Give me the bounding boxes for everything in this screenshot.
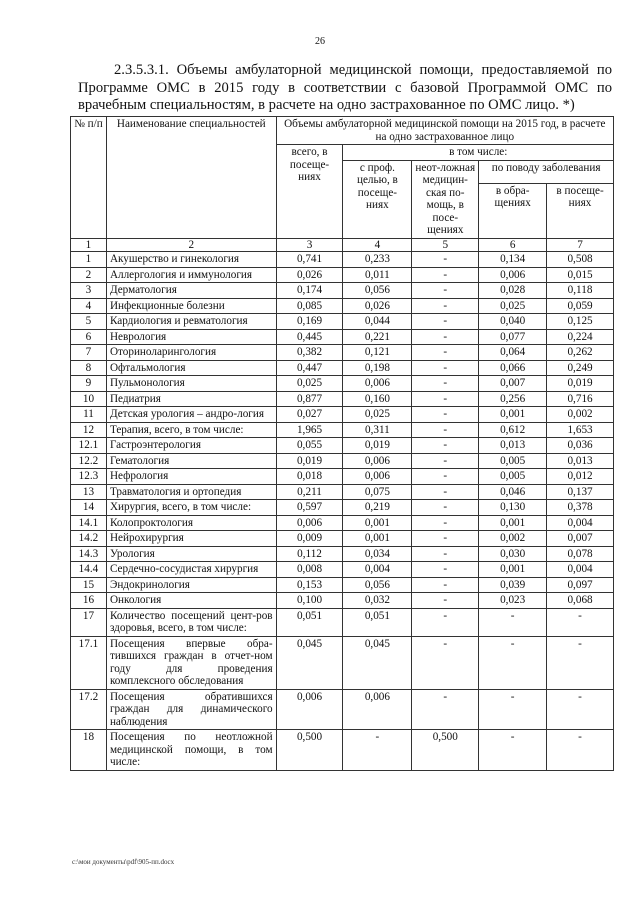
disease-visits: 1,653 [547, 422, 614, 438]
urgent-care-visits: - [412, 345, 479, 361]
header-prof: с проф. целью, в посеще-ниях [343, 160, 412, 238]
prophylactic-visits: 0,221 [343, 329, 412, 345]
disease-appeals: 0,001 [479, 562, 547, 578]
header-disease: по поводу заболевания [479, 160, 614, 183]
disease-appeals: 0,005 [479, 469, 547, 485]
row-number: 17.1 [71, 636, 107, 689]
table-row [71, 314, 614, 330]
disease-visits: 0,508 [547, 252, 614, 268]
disease-appeals: 0,023 [479, 593, 547, 609]
specialty-name: Сердечно-сосудистая хирургия [106, 562, 276, 578]
total-visits: 0,100 [276, 593, 343, 609]
total-visits: 0,445 [276, 329, 343, 345]
prophylactic-visits: 0,219 [343, 500, 412, 516]
row-number: 16 [71, 593, 107, 609]
table-row [71, 689, 614, 730]
table-row [71, 329, 614, 345]
disease-visits: 0,378 [547, 500, 614, 516]
total-visits: 0,026 [276, 267, 343, 283]
total-visits: 0,500 [276, 730, 343, 771]
disease-appeals: 0,046 [479, 484, 547, 500]
disease-visits: 0,019 [547, 376, 614, 392]
specialty-name: Урология [106, 546, 276, 562]
total-visits: 0,741 [276, 252, 343, 268]
disease-visits: 0,013 [547, 453, 614, 469]
total-visits: 0,153 [276, 577, 343, 593]
disease-visits: 0,262 [547, 345, 614, 361]
specialty-name: Гематология [106, 453, 276, 469]
prophylactic-visits: 0,075 [343, 484, 412, 500]
prophylactic-visits: 0,056 [343, 283, 412, 299]
specialty-name: Детская урология – андро-логия [106, 407, 276, 423]
column-number: 2 [106, 238, 276, 252]
disease-appeals: 0,130 [479, 500, 547, 516]
disease-appeals: 0,030 [479, 546, 547, 562]
table-row [71, 298, 614, 314]
row-number: 8 [71, 360, 107, 376]
row-number: 12.2 [71, 453, 107, 469]
disease-appeals: 0,612 [479, 422, 547, 438]
disease-appeals: 0,013 [479, 438, 547, 454]
row-number: 5 [71, 314, 107, 330]
prophylactic-visits: 0,006 [343, 453, 412, 469]
specialty-name: Эндокринология [106, 577, 276, 593]
urgent-care-visits: - [412, 469, 479, 485]
total-visits: 0,019 [276, 453, 343, 469]
prophylactic-visits: 0,056 [343, 577, 412, 593]
column-number: 6 [479, 238, 547, 252]
prophylactic-visits: 0,025 [343, 407, 412, 423]
disease-appeals: 0,064 [479, 345, 547, 361]
row-number: 17.2 [71, 689, 107, 730]
specialty-name: Количество посещений цент-ров здоровья, всего, в том числе: [106, 608, 276, 636]
prophylactic-visits: 0,034 [343, 546, 412, 562]
table-body [71, 252, 614, 771]
table-row [71, 484, 614, 500]
disease-visits: - [547, 689, 614, 730]
column-number: 7 [547, 238, 614, 252]
table-row [71, 453, 614, 469]
header-total: всего, в посеще-ниях [276, 145, 343, 239]
table-row [71, 515, 614, 531]
total-visits: 0,169 [276, 314, 343, 330]
specialty-name: Аллергология и иммунология [106, 267, 276, 283]
row-number: 9 [71, 376, 107, 392]
urgent-care-visits: - [412, 636, 479, 689]
header-including: в том числе: [343, 145, 614, 161]
specialty-name: Нейрохирургия [106, 531, 276, 547]
urgent-care-visits: - [412, 577, 479, 593]
row-number: 14.2 [71, 531, 107, 547]
urgent-care-visits: - [412, 252, 479, 268]
prophylactic-visits: 0,001 [343, 531, 412, 547]
total-visits: 1,965 [276, 422, 343, 438]
urgent-care-visits: - [412, 562, 479, 578]
total-visits: 0,006 [276, 689, 343, 730]
header-visits: в посеще-ниях [547, 183, 614, 238]
disease-visits: 0,036 [547, 438, 614, 454]
disease-appeals: 0,001 [479, 407, 547, 423]
column-number: 5 [412, 238, 479, 252]
urgent-care-visits: - [412, 515, 479, 531]
prophylactic-visits: 0,006 [343, 469, 412, 485]
urgent-care-visits: - [412, 298, 479, 314]
disease-visits: 0,015 [547, 267, 614, 283]
specialty-name: Колопроктология [106, 515, 276, 531]
row-number: 7 [71, 345, 107, 361]
disease-visits: 0,004 [547, 515, 614, 531]
specialty-name: Нефрология [106, 469, 276, 485]
specialty-name: Онкология [106, 593, 276, 609]
disease-visits: - [547, 636, 614, 689]
table-row [71, 407, 614, 423]
specialty-name: Неврология [106, 329, 276, 345]
disease-appeals: - [479, 689, 547, 730]
prophylactic-visits: 0,198 [343, 360, 412, 376]
urgent-care-visits: - [412, 438, 479, 454]
disease-visits: 0,125 [547, 314, 614, 330]
row-number: 17 [71, 608, 107, 636]
row-number: 11 [71, 407, 107, 423]
disease-appeals: - [479, 608, 547, 636]
disease-appeals: 0,028 [479, 283, 547, 299]
urgent-care-visits: - [412, 283, 479, 299]
disease-appeals: 0,134 [479, 252, 547, 268]
urgent-care-visits: - [412, 422, 479, 438]
disease-appeals: 0,005 [479, 453, 547, 469]
specialty-name: Пульмонология [106, 376, 276, 392]
row-number: 14 [71, 500, 107, 516]
urgent-care-visits: - [412, 376, 479, 392]
page-number: 26 [315, 36, 325, 47]
row-number: 3 [71, 283, 107, 299]
row-number: 14.1 [71, 515, 107, 531]
table-row [71, 267, 614, 283]
disease-visits: 0,059 [547, 298, 614, 314]
prophylactic-visits: 0,160 [343, 391, 412, 407]
row-number: 13 [71, 484, 107, 500]
row-number: 12.1 [71, 438, 107, 454]
total-visits: 0,025 [276, 376, 343, 392]
prophylactic-visits: 0,045 [343, 636, 412, 689]
disease-visits: - [547, 608, 614, 636]
table-row [71, 422, 614, 438]
disease-visits: 0,007 [547, 531, 614, 547]
column-number: 3 [276, 238, 343, 252]
row-number: 15 [71, 577, 107, 593]
disease-appeals: 0,077 [479, 329, 547, 345]
specialty-name: Хирургия, всего, в том числе: [106, 500, 276, 516]
disease-visits: 0,068 [547, 593, 614, 609]
specialty-name: Гастроэнтерология [106, 438, 276, 454]
total-visits: 0,006 [276, 515, 343, 531]
table-row [71, 577, 614, 593]
prophylactic-visits: 0,026 [343, 298, 412, 314]
urgent-care-visits: 0,500 [412, 730, 479, 771]
row-number: 18 [71, 730, 107, 771]
disease-appeals: - [479, 730, 547, 771]
urgent-care-visits: - [412, 546, 479, 562]
row-number: 12 [71, 422, 107, 438]
prophylactic-visits: 0,032 [343, 593, 412, 609]
total-visits: 0,027 [276, 407, 343, 423]
column-number: 1 [71, 238, 107, 252]
total-visits: 0,055 [276, 438, 343, 454]
prophylactic-visits: 0,006 [343, 376, 412, 392]
specialty-name: Оториноларингология [106, 345, 276, 361]
urgent-care-visits: - [412, 453, 479, 469]
disease-appeals: 0,001 [479, 515, 547, 531]
table-row [71, 252, 614, 268]
total-visits: 0,174 [276, 283, 343, 299]
urgent-care-visits: - [412, 314, 479, 330]
header-num: № п/п [71, 117, 107, 239]
urgent-care-visits: - [412, 608, 479, 636]
total-visits: 0,382 [276, 345, 343, 361]
header-name: Наименование специальностей [106, 117, 276, 239]
specialty-name: Травматология и ортопедия [106, 484, 276, 500]
total-visits: 0,877 [276, 391, 343, 407]
total-visits: 0,112 [276, 546, 343, 562]
total-visits: 0,045 [276, 636, 343, 689]
prophylactic-visits: 0,311 [343, 422, 412, 438]
total-visits: 0,009 [276, 531, 343, 547]
prophylactic-visits: 0,001 [343, 515, 412, 531]
disease-visits: 0,716 [547, 391, 614, 407]
specialty-name: Акушерство и гинекология [106, 252, 276, 268]
total-visits: 0,597 [276, 500, 343, 516]
table-row [71, 593, 614, 609]
specialty-name: Инфекционные болезни [106, 298, 276, 314]
disease-appeals: 0,066 [479, 360, 547, 376]
volumes-table [70, 116, 614, 771]
prophylactic-visits: 0,006 [343, 689, 412, 730]
prophylactic-visits: 0,004 [343, 562, 412, 578]
specialty-name: Посещения по неотложной медицинской помощи, в том числе: [106, 730, 276, 771]
row-number: 12.3 [71, 469, 107, 485]
table-row [71, 500, 614, 516]
specialty-name: Посещения впервые обра-тившихся граждан в отчет-ном году для проведения комплексного обследования [106, 636, 276, 689]
table-row [71, 438, 614, 454]
table-row [71, 283, 614, 299]
table-row [71, 636, 614, 689]
table-row [71, 531, 614, 547]
column-numbers-row [71, 238, 614, 252]
disease-visits: - [547, 730, 614, 771]
header-group: Объемы амбулаторной медицинской помощи на 2015 год, в расчете на одно застрахованное лицо [276, 117, 613, 145]
disease-appeals: - [479, 636, 547, 689]
specialty-name: Терапия, всего, в том числе: [106, 422, 276, 438]
header-appeals: в обра-щениях [479, 183, 547, 238]
prophylactic-visits: 0,019 [343, 438, 412, 454]
prophylactic-visits: 0,011 [343, 267, 412, 283]
disease-appeals: 0,256 [479, 391, 547, 407]
specialty-name: Педиатрия [106, 391, 276, 407]
disease-visits: 0,078 [547, 546, 614, 562]
urgent-care-visits: - [412, 531, 479, 547]
prophylactic-visits: 0,044 [343, 314, 412, 330]
disease-visits: 0,249 [547, 360, 614, 376]
specialty-name: Кардиология и ревматология [106, 314, 276, 330]
table-row [71, 546, 614, 562]
disease-visits: 0,137 [547, 484, 614, 500]
specialty-name: Посещения обратившихся граждан для динамического наблюдения [106, 689, 276, 730]
row-number: 4 [71, 298, 107, 314]
section-heading-text: 2.3.5.3.1. Объемы амбулаторной медицинской помощи, предоставляемой по Программе ОМС в 2015 году в соответствии с базовой Программой ОМС по врачебным специальностям, в расчете на одно застрахованное по ОМС лицо. *) [78, 62, 612, 113]
row-number: 14.4 [71, 562, 107, 578]
disease-appeals: 0,040 [479, 314, 547, 330]
disease-appeals: 0,025 [479, 298, 547, 314]
urgent-care-visits: - [412, 360, 479, 376]
total-visits: 0,051 [276, 608, 343, 636]
urgent-care-visits: - [412, 391, 479, 407]
table-row [71, 391, 614, 407]
disease-visits: 0,012 [547, 469, 614, 485]
column-number: 4 [343, 238, 412, 252]
disease-appeals: 0,002 [479, 531, 547, 547]
disease-visits: 0,224 [547, 329, 614, 345]
prophylactic-visits: 0,233 [343, 252, 412, 268]
total-visits: 0,085 [276, 298, 343, 314]
disease-visits: 0,097 [547, 577, 614, 593]
header-urgent: неот-ложная медицин-ская по-мощь, в посе-щениях [412, 160, 479, 238]
disease-appeals: 0,039 [479, 577, 547, 593]
total-visits: 0,018 [276, 469, 343, 485]
urgent-care-visits: - [412, 407, 479, 423]
section-heading [78, 62, 612, 115]
urgent-care-visits: - [412, 593, 479, 609]
disease-visits: 0,002 [547, 407, 614, 423]
urgent-care-visits: - [412, 689, 479, 730]
specialty-name: Офтальмология [106, 360, 276, 376]
disease-visits: 0,004 [547, 562, 614, 578]
table-row [71, 562, 614, 578]
urgent-care-visits: - [412, 500, 479, 516]
table-row [71, 608, 614, 636]
disease-visits: 0,118 [547, 283, 614, 299]
table-row [71, 360, 614, 376]
prophylactic-visits: 0,051 [343, 608, 412, 636]
row-number: 1 [71, 252, 107, 268]
urgent-care-visits: - [412, 267, 479, 283]
total-visits: 0,447 [276, 360, 343, 376]
total-visits: 0,211 [276, 484, 343, 500]
table-row [71, 469, 614, 485]
table-row [71, 345, 614, 361]
disease-appeals: 0,006 [479, 267, 547, 283]
table-row [71, 730, 614, 771]
row-number: 14.3 [71, 546, 107, 562]
disease-appeals: 0,007 [479, 376, 547, 392]
urgent-care-visits: - [412, 329, 479, 345]
prophylactic-visits: 0,121 [343, 345, 412, 361]
total-visits: 0,008 [276, 562, 343, 578]
urgent-care-visits: - [412, 484, 479, 500]
prophylactic-visits: - [343, 730, 412, 771]
row-number: 6 [71, 329, 107, 345]
row-number: 2 [71, 267, 107, 283]
table-row [71, 376, 614, 392]
specialty-name: Дерматология [106, 283, 276, 299]
row-number: 10 [71, 391, 107, 407]
file-path-footer: c:\мои документы\pdf\905-пп.docx [72, 858, 175, 866]
